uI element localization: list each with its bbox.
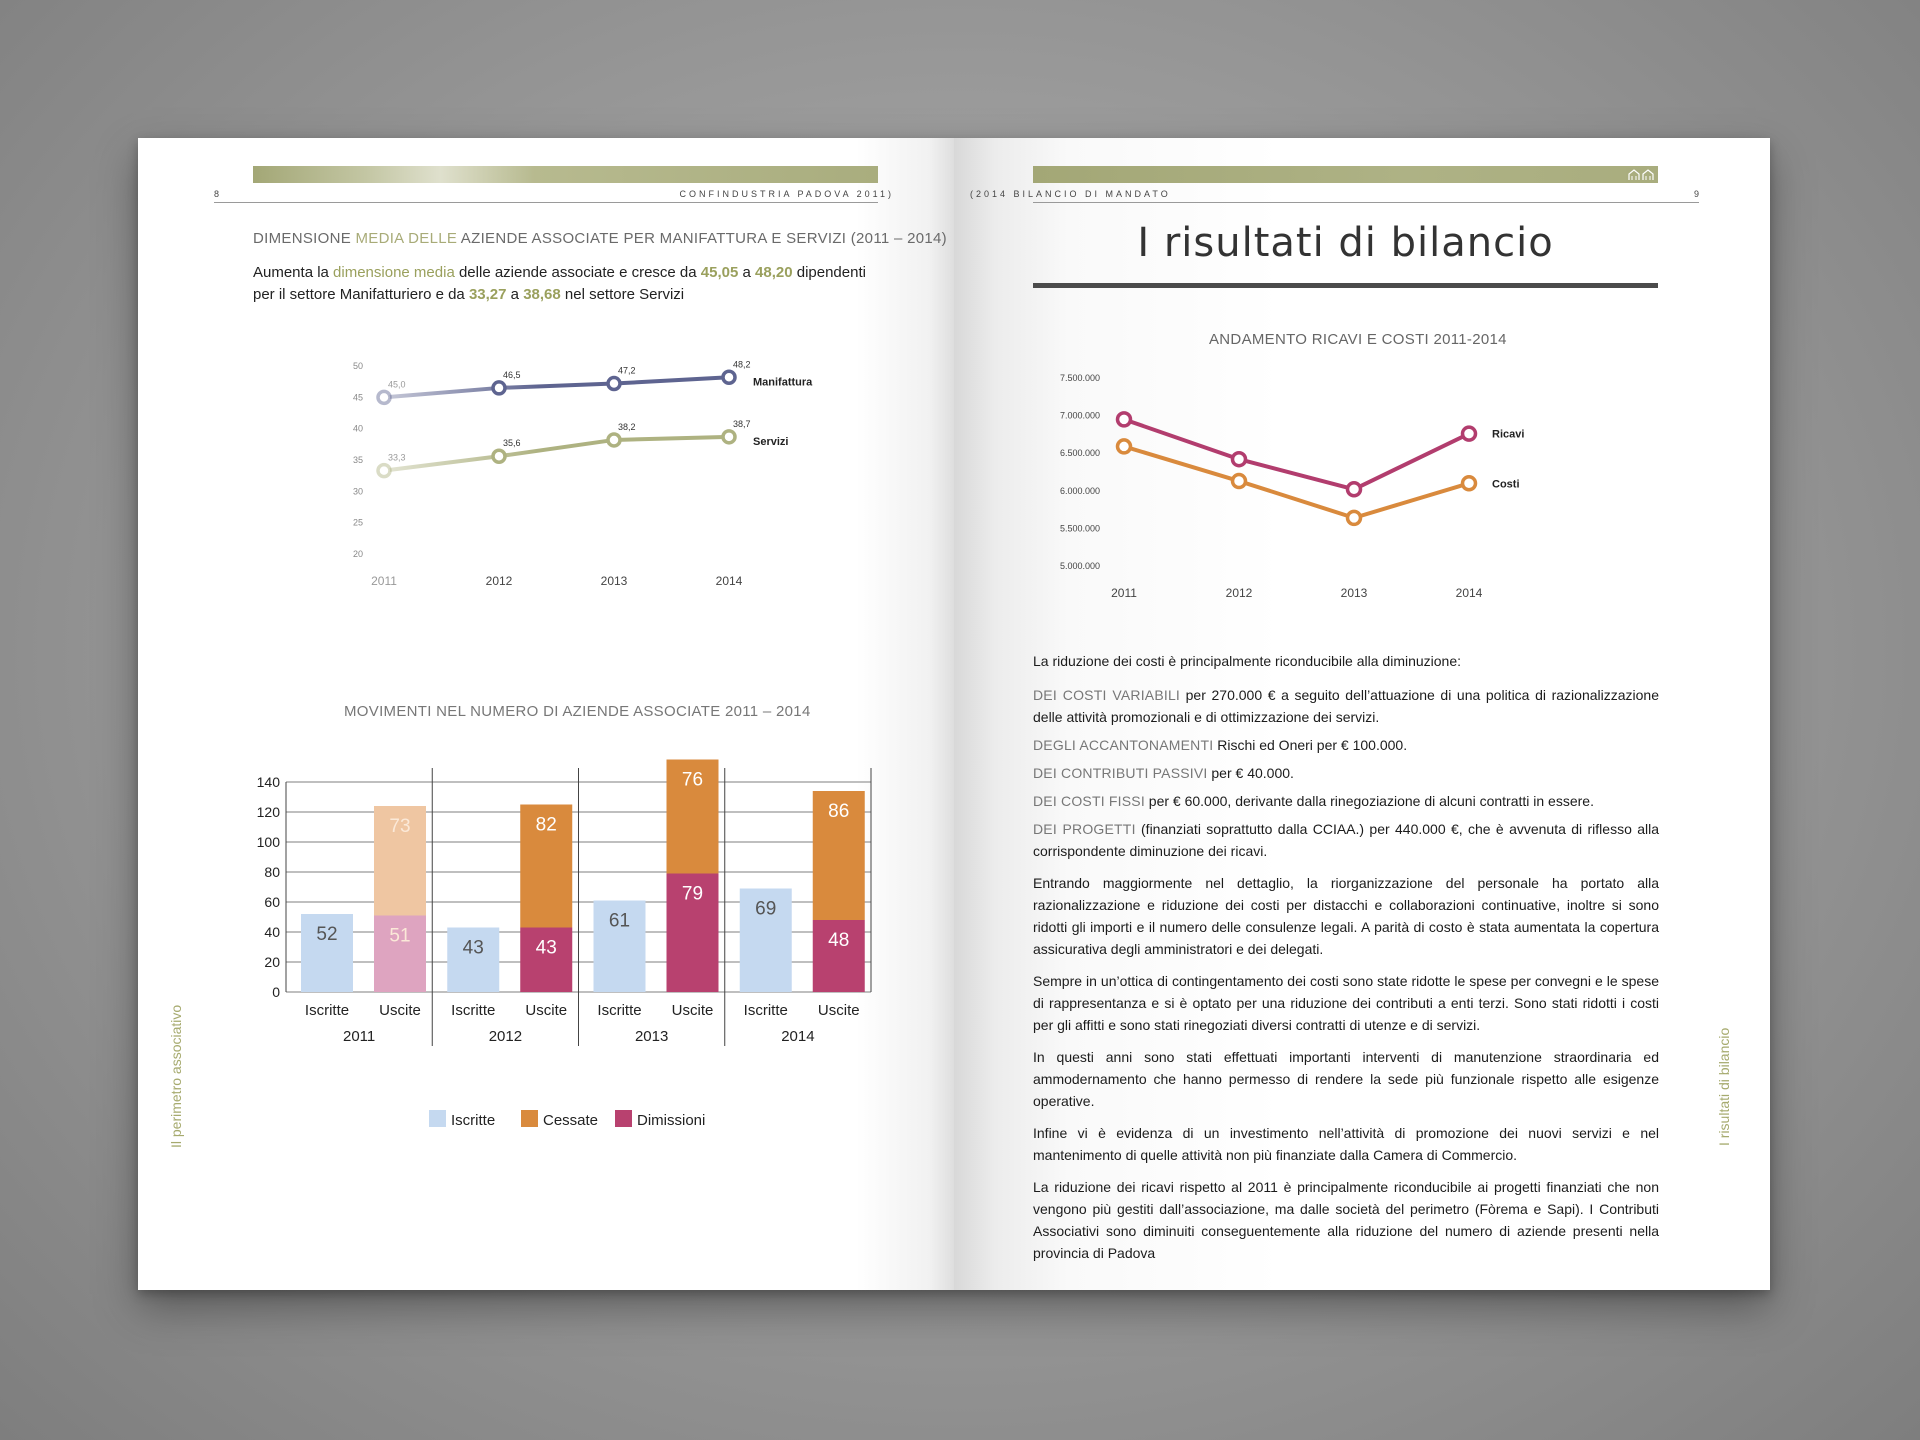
item-paragraph [1033,734,1659,756]
legend-label: Iscritte [451,1112,496,1129]
value-label: 43 [535,937,557,959]
lead-text: a [738,264,756,281]
legend-swatch [521,1110,538,1127]
data-point [1118,440,1131,453]
x-tick-label: 2014 [1455,586,1483,600]
data-label: 35,6 [503,438,521,449]
x-tick-label: 2013 [1340,586,1368,600]
value-label: 82 [535,814,557,836]
item-key: DEGLI ACCANTONAMENTI [1033,737,1214,753]
x-tick-label: 2012 [1225,586,1253,600]
y-tick-label: 40 [353,423,364,434]
chart-title-ricavi-costi: ANDAMENTO RICAVI E COSTI 2011-2014 [1209,331,1507,348]
y-tick-label: 35 [353,455,364,465]
item-key: DEI COSTI VARIABILI [1033,687,1181,703]
chart-movimenti [138,138,954,1290]
left-page [138,138,954,1290]
title-part: AZIENDE ASSOCIATE PER MANIFATTURA E SERVIZI (2011 – 2014) [457,230,947,247]
bar-label: Uscite [671,1002,714,1019]
x-tick-label: 2011 [371,574,397,588]
lead-text: a [506,286,524,303]
y-tick-label: 100 [256,834,280,850]
chart-ricavi-costi [954,138,1770,638]
group-label: 2014 [781,1028,815,1045]
y-tick-label: 0 [272,984,280,1000]
y-tick-label: 80 [264,864,280,880]
lead-text: dipendenti per il settore Manifatturiero e da [253,264,866,303]
body-paragraph: Entrando maggiormente nel dettaglio, la riorganizzazione del personale ha portato alla razionalizzazione e riduzione dei costi per distacchi e collaborazioni continuative, inoltre si sono ridotti gli importi e il numero delle consulenze legali. A parità di costo è stata aumentata la copertura assicurativa degli amministratori e dei delegati. [1033,875,1659,957]
y-tick-label: 5.500.000 [1059,523,1100,534]
item-paragraph [1033,684,1659,728]
bar-label: Uscite [525,1002,568,1019]
item-text: per 270.000 € a seguito dell’attuazione di una politica di razionalizzazione delle attività promozionali e di ottimizzazione dei servizi. [1033,687,1659,725]
data-point [1348,511,1361,524]
y-tick-label: 60 [264,894,280,910]
item-key: DEI COSTI FISSI [1033,793,1145,809]
legend-label: Cessate [543,1112,599,1129]
item-text: per € 40.000. [1207,765,1294,781]
y-tick-label: 120 [256,804,280,820]
bar-label: Iscritte [743,1002,788,1019]
item-key: DEI CONTRIBUTI PASSIVI [1033,765,1208,781]
lead-text: delle aziende associate e cresce da [454,264,701,281]
bar-label: Iscritte [304,1002,350,1019]
lead-value: 38,68 [523,286,561,303]
y-tick-label: 30 [353,486,364,497]
value-label: 69 [755,898,777,920]
value-label: 79 [681,883,704,905]
lead-text: dimensione media [333,264,455,281]
bar-label: Iscritte [597,1002,642,1019]
data-point [1233,453,1246,466]
data-point [1118,413,1131,426]
item-paragraph [1033,790,1659,812]
right-page [954,138,1770,1290]
item-paragraph [1033,818,1659,862]
data-label: 46,5 [503,369,521,380]
data-point [1463,427,1476,440]
y-tick-label: 25 [353,517,364,528]
data-point [1463,477,1476,490]
side-label: Il perimetro associativo [168,1004,184,1148]
legend-swatch [429,1110,446,1127]
y-tick-label: 20 [353,549,364,559]
data-label: 45,0 [388,379,406,390]
x-tick-label: 2013 [600,574,628,588]
intro-paragraph: La riduzione dei costi è principalmente riconducibile alla diminuzione: [1033,653,1462,669]
legend-swatch [615,1110,632,1127]
page-number: 8 [214,189,220,199]
value-label: 51 [389,925,411,947]
body-paragraph: Infine vi è evidenza di un investimento nell’attività di promozione dei nuovi servizi e nel mantenimento di quelle attività non più finanziate dalla Camera di Commercio. [1033,1125,1659,1163]
item-text: Rischi ed Oneri per € 100.000. [1213,737,1408,753]
value-label: 48 [828,930,850,951]
value-label: 52 [316,924,338,945]
x-tick-label: 2011 [1111,586,1137,600]
group-label: 2012 [488,1028,523,1045]
item-text: (finanziati soprattutto dalla CCIAA.) per 440.000 €, che è avvenuta di riflesso alla corrispondente diminuzione dei ricavi. [1033,821,1660,859]
lead-value: 48,20 [755,264,793,281]
bar-label: Iscritte [451,1002,496,1019]
x-tick-label: 2014 [715,574,743,588]
y-tick-label: 5.000.000 [1059,561,1100,571]
data-label: 47,2 [618,365,636,376]
series-label: Costi [1492,478,1520,491]
value-label: 73 [389,816,411,837]
section-title-movimenti: MOVIMENTI NEL NUMERO DI AZIENDE ASSOCIATE 2011 – 2014 [344,703,811,720]
item-paragraph [1033,762,1659,784]
value-label: 43 [462,937,484,959]
y-tick-label: 6.000.000 [1059,485,1100,496]
book-spread [138,138,1770,1290]
x-tick-label: 2012 [485,574,513,588]
data-label: 38,2 [618,421,636,432]
legend-label: Dimissioni [637,1112,706,1129]
y-tick-label: 7.500.000 [1059,373,1100,383]
group-label: 2013 [634,1028,669,1045]
series-label: Servizi [753,435,789,448]
value-label: 86 [828,801,850,822]
y-tick-label: 6.500.000 [1059,448,1100,459]
data-label: 48,2 [733,359,751,370]
value-label: 76 [681,769,704,791]
title-highlight: MEDIA DELLE [355,230,458,247]
body-paragraph: In questi anni sono stati effettuati importanti interventi di manutenzione straordinaria ed ammodernamento che hanno permesso di rendere la sede più funzionale rispetto alle esigenze operative. [1033,1049,1659,1109]
item-text: per € 60.000, derivante dalla rinegoziazione di alcuni contratti in essere. [1144,793,1594,809]
data-label: 33,3 [388,452,406,463]
value-label: 61 [608,910,631,932]
running-header: CONFINDUSTRIA PADOVA 2011) [679,189,894,199]
y-tick-label: 50 [353,361,364,371]
body-text [1033,650,1659,1274]
bar-label: Uscite [817,1002,860,1019]
data-point [1348,483,1361,496]
y-tick-label: 20 [264,954,280,970]
series-label: Ricavi [1492,428,1525,441]
body-paragraph: Sempre in un’ottica di contingentamento dei costi sono state ridotte le spese per convegni e le spese di rappresentanza e si è optato per una riduzione dei contributi a enti terzi. Sono stati ridotti i costi per gli affitti e sono stati rinegoziati diversi contratti di utenze e di servizi. [1033,973,1659,1033]
series-label: Manifattura [753,376,813,389]
data-point [1233,475,1246,488]
title-part: DIMENSIONE [253,230,356,247]
group-label: 2011 [342,1028,376,1045]
page-number: 9 [1694,189,1700,199]
y-tick-label: 140 [256,774,280,790]
running-header: (2014 BILANCIO DI MANDATO [970,189,1171,199]
body-paragraph: La riduzione dei ricavi rispetto al 2011 è principalmente riconducibile ai progetti finanziati che non vengono più gestiti dall’associazione, ma dalle società del perimetro (Fòrema e Sapi). I Contributi Associativi sono diminuiti conseguentemente alla riduzione del numero di aziende presenti nella provincia di Padova [1033,1179,1659,1261]
y-tick-label: 7.000.000 [1059,410,1100,421]
lead-value: 33,27 [468,286,507,303]
y-tick-label: 45 [353,392,364,403]
data-label: 38,7 [733,418,751,429]
side-label: I risultati di bilancio [1716,1027,1732,1146]
lead-value: 45,05 [700,264,739,281]
page-title: I risultati di bilancio [1137,220,1554,266]
item-key: DEI PROGETTI [1033,821,1136,837]
bar-label: Uscite [379,1002,421,1019]
lead-text: Aumenta la [253,264,334,281]
lead-text: nel settore Servizi [560,286,685,303]
y-tick-label: 40 [264,924,280,940]
series-line-ricavi [1124,419,1469,489]
